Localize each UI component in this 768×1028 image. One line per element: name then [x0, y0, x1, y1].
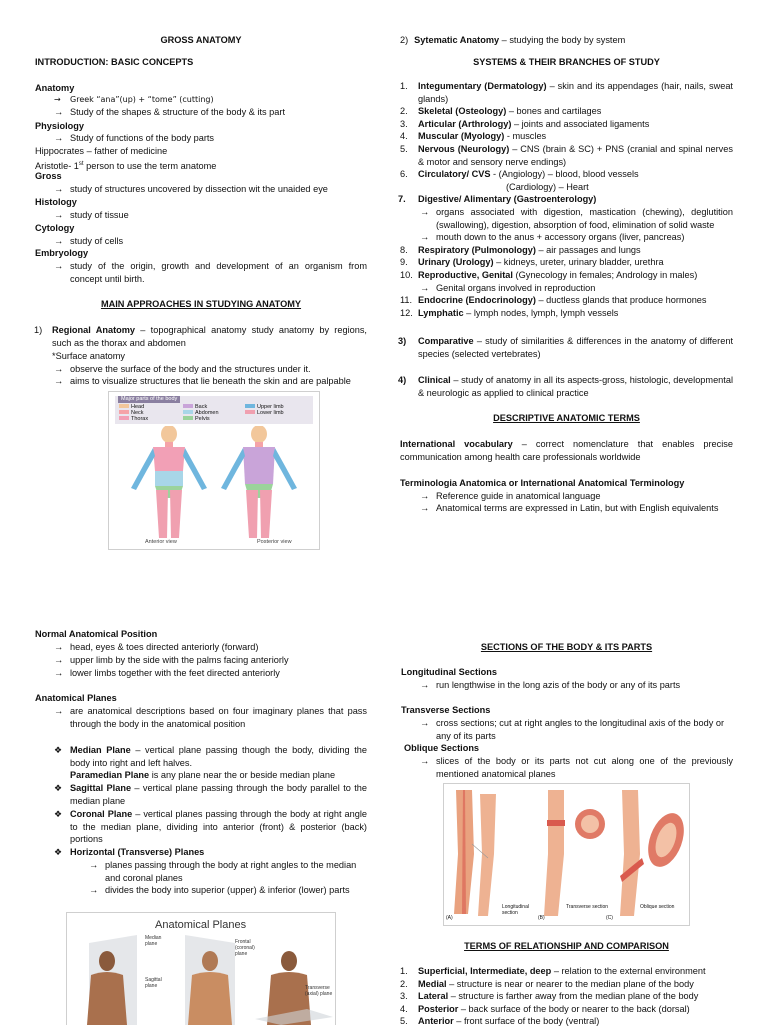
system-num: 7. — [398, 194, 406, 205]
relationship-heading: TERMS OF RELATIONSHIP AND COMPARISON — [464, 941, 669, 951]
relationship-desc: – front surface of the body (ventral) — [453, 1016, 600, 1027]
median-plane-item — [70, 744, 367, 769]
swatch — [119, 410, 129, 414]
system-num: 5. — [400, 143, 408, 154]
system-desc: - (Angiology) – blood, blood vessels — [490, 169, 639, 180]
aristotle-text: person to use the term anatome — [83, 161, 217, 172]
system-term: Urinary (Urology) — [418, 257, 494, 268]
relationship-term: Anterior — [418, 1016, 454, 1027]
system-term: Circulatory/ CVS — [418, 169, 491, 180]
system-desc: – bones and cartilages — [506, 106, 602, 117]
paramedian-item — [70, 769, 335, 782]
regional-item — [34, 324, 367, 349]
systematic-text: – studying the body by system — [499, 35, 626, 45]
clinical-desc: – study of anatomy in all its aspects-gross, histologic, developmental & neurologic as applied to clinical practice — [418, 375, 733, 398]
gross-item: → study of structures uncovered by dissection wit the unaided eye — [70, 183, 328, 196]
systematic-term: Sytematic Anatomy — [414, 35, 500, 45]
physiology-term: Physiology — [35, 121, 85, 131]
relationship-item — [400, 990, 733, 1003]
planes-heading: Anatomical Planes — [35, 693, 117, 703]
relationship-term: Lateral — [418, 991, 449, 1002]
anterior-figure — [131, 426, 207, 538]
aristotle-text: Aristotle- 1 — [35, 161, 79, 172]
system-term: Nervous (Neurology) — [418, 143, 510, 154]
gross-term: Gross — [35, 171, 62, 181]
physiology-item: → Study of functions of the body parts — [70, 132, 214, 145]
intl-term: International vocabulary — [400, 439, 513, 449]
swatch — [245, 404, 255, 408]
system-desc: – joints and associated ligaments — [511, 118, 650, 129]
main-approaches-heading: MAIN APPROACHES IN STUDYING ANATOMY — [100, 299, 302, 309]
page-title: GROSS ANATOMY — [160, 35, 242, 45]
posterior-view-label: Posterior view — [257, 539, 292, 545]
swatch — [119, 404, 129, 408]
relationship-num: 3. — [400, 991, 408, 1002]
relationship-term: Posterior — [418, 1003, 459, 1014]
transverse-plane-label: Transverse (axial) plane — [305, 985, 333, 997]
legend-label: Head — [131, 404, 145, 410]
system-num: 4. — [400, 131, 408, 142]
sagittal-plane-label: Sagittal plane — [145, 977, 162, 989]
swatch — [183, 410, 193, 414]
system-term: Articular (Arthrology) — [418, 118, 512, 129]
nap-item: → upper limb by the side with the palms facing anteriorly — [70, 654, 289, 667]
horizontal-plane-item — [70, 846, 204, 859]
legend-thorax — [119, 416, 148, 423]
horizontal-item: → divides the body into superior (upper) & inferior (lower) parts — [105, 884, 350, 897]
relationship-num: 4. — [400, 1003, 408, 1014]
swatch — [183, 416, 193, 420]
frontal-plane-label: Frontal (coronal) plane — [235, 939, 255, 957]
system-item — [400, 256, 733, 269]
comparative-desc: – study of similarities & differences in the anatomy of different species (selected vertebrates) — [418, 336, 733, 359]
system-item — [400, 307, 733, 320]
system-term: Integumentary (Dermatology) — [418, 81, 547, 91]
legend-label: Neck — [131, 410, 144, 416]
paramedian-term: Paramedian Plane — [70, 770, 150, 780]
system-num: 6. — [400, 169, 408, 180]
system-term: Respiratory (Pulmonology) — [418, 244, 536, 255]
legend-label: Thorax — [131, 416, 149, 422]
nap-heading: Normal Anatomical Position — [35, 629, 158, 639]
planes-illustration — [67, 913, 335, 1025]
transverse-item: → cross sections; cut at right angles to the longitudinal axis of the body or any of its parts — [436, 717, 733, 742]
legend-label: Lower limb — [257, 410, 284, 416]
sagittal-desc: – vertical plane passing through the body parallel to the median plane — [70, 783, 367, 806]
relationship-num: 5. — [400, 1016, 408, 1027]
system-item — [398, 193, 733, 206]
systematic-num: 2) — [400, 35, 409, 45]
system-item — [400, 80, 733, 105]
system-item — [400, 118, 733, 131]
histology-term: Histology — [35, 197, 77, 207]
system-num: 3. — [400, 118, 408, 129]
legend-label: Pelvis — [195, 416, 210, 422]
body-sections-figure — [443, 783, 690, 926]
system-desc: – kidneys, ureter, urinary bladder, urethra — [493, 257, 664, 268]
planes-figure-title: Anatomical Planes — [155, 919, 247, 931]
relationship-desc: – structure is near or nearer to the median plane of the body — [446, 978, 694, 989]
horizontal-item: → planes passing through the body at right angles to the median and coronal planes — [105, 859, 367, 884]
surface-item: → aims to visualize structures that lie beneath the skin and are palpable — [70, 375, 351, 388]
system-num: 12. — [400, 307, 413, 318]
system-term: Endocrine (Endocrinology) — [418, 295, 536, 306]
system-num: 10. — [400, 269, 413, 280]
nap-item: → lower limbs together with the feet directed anteriorly — [70, 667, 280, 680]
relationship-item — [400, 1015, 733, 1028]
clinical-num: 4) — [398, 375, 407, 385]
ta-heading: Terminologia Anatomica or International Anatomical Terminology — [400, 478, 685, 488]
anatomical-planes-figure — [66, 912, 336, 1025]
intl-desc: – correct nomenclature that enables precise communication among health care professionals worldwide — [400, 439, 733, 462]
ta-item: → Anatomical terms are expressed in Latin, but with English equivalents — [436, 502, 718, 515]
oblique-item: → slices of the body or its parts not cut along one of the previously mentioned anatomical planes — [436, 755, 733, 780]
ta-item: → Reference guide in anatomical language — [436, 490, 600, 503]
legend-label: Back — [195, 404, 208, 410]
system-term: Reproductive, Genital — [418, 269, 513, 280]
genital-item: → Genital organs involved in reproduction — [436, 282, 733, 295]
relationship-desc: – back surface of the body or nearer to the back (dorsal) — [458, 1003, 690, 1014]
system-item — [400, 269, 733, 282]
systems-heading: SYSTEMS & THEIR BRANCHES OF STUDY — [473, 57, 660, 67]
cytology-item: → study of cells — [70, 235, 123, 248]
relationship-desc: – structure is farther away from the median plane of the body — [448, 991, 699, 1002]
sagittal-plane-item — [70, 782, 367, 807]
legend-label: Upper limb — [257, 404, 284, 410]
descriptive-heading: DESCRIPTIVE ANATOMIC TERMS — [493, 413, 640, 423]
swatch — [183, 404, 193, 408]
anterior-view-label: Anterior view — [145, 539, 177, 545]
surface-anatomy-label: *Surface anatomy — [52, 351, 126, 361]
coronal-desc: – vertical planes passing through the body at right angle to the median plane, dividing into anterior (front) & posterior (back) portions — [70, 809, 367, 845]
relationship-term: Medial — [418, 978, 447, 989]
histology-item: → study of tissue — [70, 209, 129, 222]
relationship-desc: – relation to the external environment — [551, 966, 706, 976]
oblique-term: Oblique Sections — [404, 743, 480, 753]
planes-intro: → are anatomical descriptions based on four imaginary planes that pass through the body in the anatomical position — [70, 705, 367, 730]
swatch — [245, 410, 255, 414]
median-plane-label: Median plane — [145, 935, 162, 947]
coronal-plane-item — [70, 808, 367, 846]
median-desc: – vertical plane passing though the body, dividing the body into right and left halves. — [70, 745, 367, 768]
transverse-section-label: Transverse section — [566, 904, 609, 910]
cytology-term: Cytology — [35, 223, 75, 233]
clinical-item — [398, 374, 733, 399]
swatch — [119, 416, 129, 420]
surface-item: → observe the surface of the body and the structures under it. — [70, 363, 311, 376]
horizontal-term: Horizontal (Transverse) Planes — [70, 847, 205, 857]
legend-box — [115, 396, 313, 424]
system-desc: – air passages and lungs — [535, 244, 641, 255]
system-num: 1. — [400, 81, 408, 91]
systematic-item — [400, 34, 625, 47]
system-desc: (Gynecology in females; Andrology in males) — [512, 269, 698, 280]
relationship-item — [400, 978, 733, 991]
hippocrates-line: Hippocrates – father of medicine — [35, 146, 168, 156]
sagittal-term: Sagittal Plane — [70, 783, 132, 793]
anatomy-item: → Study of the shapes & structure of the body & its part — [70, 106, 285, 119]
regional-num: 1) — [34, 325, 43, 335]
system-item — [400, 294, 733, 307]
system-item — [400, 130, 733, 143]
legend-pelvis — [183, 416, 210, 423]
intl-vocabulary — [400, 438, 733, 463]
longitudinal-item: → run lengthwise in the long azis of the body or any of its parts — [436, 679, 680, 692]
oblique-section-label: Oblique section — [640, 904, 675, 910]
embryology-term: Embryology — [35, 248, 89, 258]
systems-list — [398, 80, 733, 319]
regional-text: – topographical anatomy study anatomy by regions, such as the thorax and abdomen — [52, 325, 367, 348]
system-num: 11. — [400, 295, 413, 306]
coronal-term: Coronal Plane — [70, 809, 133, 819]
relationship-item — [400, 965, 733, 978]
system-term: Lymphatic — [418, 307, 464, 318]
paramedian-desc: is any plane near the or beside median plane — [149, 770, 336, 780]
relationship-item — [400, 1003, 733, 1016]
system-num: 9. — [400, 257, 408, 268]
system-desc: – CNS (brain & SC) + PNS (cranial and spinal nerves & motor and sensory nerve endings) — [418, 143, 733, 167]
system-term: Digestive/ Alimentary (Gastroenterology) — [418, 194, 597, 205]
aristotle-sup: st — [78, 161, 84, 167]
relationship-term: Superficial, Intermediate, deep — [418, 966, 552, 976]
system-item — [400, 105, 733, 118]
anatomy-term: Anatomy — [35, 83, 75, 93]
system-item — [400, 244, 733, 257]
system-item — [400, 168, 733, 181]
system-desc-cont: (Cardiology) – Heart — [506, 181, 589, 192]
intro-heading: INTRODUCTION: BASIC CONCEPTS — [35, 57, 194, 67]
system-desc: – lymph nodes, lymph, lymph vessels — [463, 307, 619, 318]
section-label-a: (A) — [446, 915, 453, 921]
system-num: 8. — [400, 244, 408, 255]
comparative-num: 3) — [398, 336, 407, 346]
body-regions-illustration — [109, 426, 319, 546]
system-num: 2. — [400, 106, 408, 117]
legend-title: Major parts of the body — [118, 396, 180, 403]
system-term: Muscular (Myology) — [418, 131, 505, 142]
anatomy-item: → Greek “ana”(up) + “tome” (cutting) — [70, 94, 214, 107]
system-item — [400, 143, 733, 168]
system-term: Skeletal (Osteology) — [418, 106, 507, 117]
nap-item: → head, eyes & toes directed anteriorly (forward) — [70, 641, 258, 654]
digestive-item: → organs associated with digestion, mastication (chewing), deglutition (swallowing), digestion, absorption of food, elimination of solid waste — [436, 206, 733, 231]
relationship-num: 1. — [400, 966, 408, 976]
system-desc: – skin and its appendages (hair, nails, sweat glands) — [418, 81, 733, 104]
digestive-item: → mouth down to the anus + accessory organs (liver, pancreas) — [436, 231, 733, 244]
comparative-term: Comparative — [418, 336, 474, 346]
relationship-list — [400, 965, 733, 1028]
clinical-term: Clinical — [418, 375, 451, 385]
regional-term: Regional Anatomy — [52, 325, 136, 335]
legend-lower-limb — [245, 410, 284, 417]
longitudinal-section-label: Longitudinal section — [502, 904, 529, 916]
system-desc: - muscles — [504, 131, 547, 142]
sections-heading: SECTIONS OF THE BODY & ITS PARTS — [480, 642, 653, 652]
median-term: Median Plane — [70, 745, 131, 755]
section-label-b: (B) — [538, 915, 545, 921]
comparative-item — [398, 335, 733, 360]
system-desc: – ductless glands that produce hormones — [535, 295, 707, 306]
body-regions-figure — [108, 391, 320, 550]
section-label-c: (C) — [606, 915, 613, 921]
posterior-figure — [221, 426, 297, 538]
aristotle-line — [35, 158, 216, 173]
legend-label: Abdomen — [195, 410, 219, 416]
embryology-item: → study of the origin, growth and development of an organism from concept until birth. — [70, 260, 367, 285]
longitudinal-term: Longitudinal Sections — [401, 667, 497, 677]
relationship-num: 2. — [400, 978, 408, 989]
transverse-term: Transverse Sections — [401, 705, 491, 715]
